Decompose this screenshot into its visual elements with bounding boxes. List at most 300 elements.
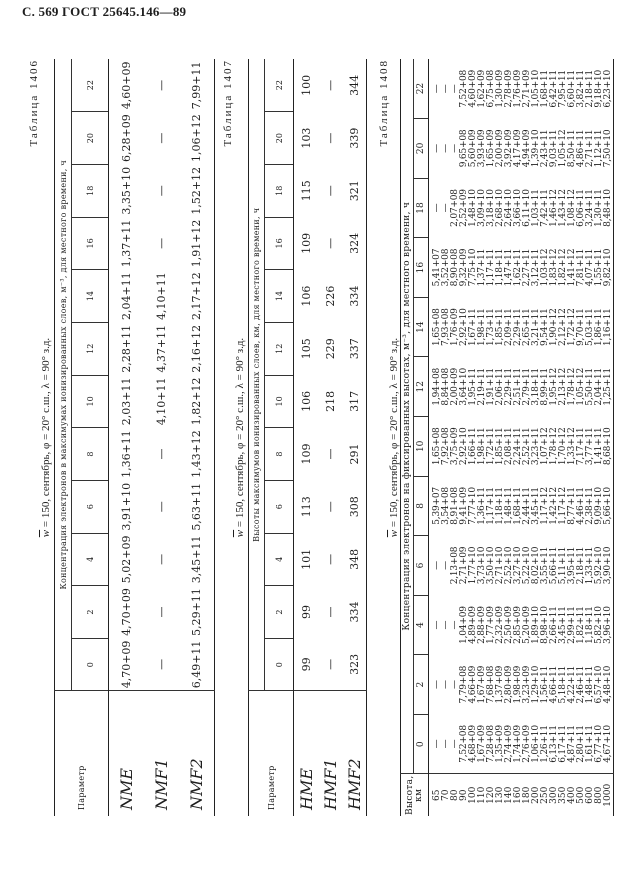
table-cell: 2,74+09 (504, 725, 514, 763)
table-cell: 4,67+10 (603, 725, 613, 763)
table-cell: 1,72+12 (567, 308, 577, 346)
table-cell: 1,03+11 (531, 189, 541, 227)
table-cell: 3,45+11 (558, 606, 568, 644)
title-text: = 150, сентябрь, φ = 20° с.ш., λ = 90° з.д. (40, 337, 52, 530)
table-cell: 1,07+12 (540, 427, 550, 466)
table-cell: 3,23+11 (531, 427, 541, 466)
span-header: Концентрация электронов на фиксированных высотах, м⁻³, для местного времени, ч (401, 59, 414, 774)
table-header-row (55, 59, 72, 816)
table-cell: 6,23+10 (603, 70, 613, 108)
hour-header: 0 (414, 714, 429, 774)
table-cell: 323 (347, 653, 361, 675)
table-cell: 3,64+10 (459, 367, 469, 406)
table-cell: 2,50+09 (504, 606, 514, 644)
table-cell: 2,03+11 (120, 377, 133, 426)
table-cell: 4,60+09 (468, 70, 478, 108)
table-cell: 1,06+10 (531, 725, 541, 763)
table-cell: 1,65+08 (432, 427, 442, 466)
table-cell: 106 (299, 390, 313, 412)
table-cell: 6,57+10 (594, 665, 604, 704)
table-cell: 7,52+08 (459, 70, 469, 108)
table-cell: 3,93+09 (477, 129, 487, 168)
table-cell: 1,65+09 (486, 129, 496, 168)
table-cell: — (432, 739, 442, 749)
table-cell: 103 (299, 127, 313, 149)
table-row (109, 59, 145, 816)
table-cell: 4,10+11 (155, 272, 168, 320)
table-cell: 229 (323, 338, 337, 360)
table-cell: 8,98+10 (540, 606, 550, 644)
span-header: Концентрация электронов в максимумах ионизированных слоев, м⁻³, для местного времени, ч (55, 59, 72, 691)
table-cell: 5,11+11 (558, 546, 568, 585)
table-cell: 3,18+11 (531, 367, 541, 406)
table-cell: 1,82+11 (576, 606, 586, 644)
table-cell: 1,05+12 (576, 367, 586, 406)
table-cell: 3,54+08 (441, 487, 451, 525)
table-cell: 1,17+11 (486, 487, 496, 525)
table-cell: 2,08+11 (504, 427, 514, 466)
table-cell: 2,00+09 (450, 367, 460, 406)
table-cell: 8,99+11 (540, 367, 550, 406)
table-cell: 1,39+10 (531, 129, 541, 168)
table-cell: 1,18+11 (585, 606, 595, 644)
table-cell: 7,79+08 (459, 665, 469, 704)
row-height: 1000 (604, 774, 614, 816)
hour-header: 2 (72, 586, 109, 639)
table-cell: 7,17+11 (576, 427, 586, 466)
table-cell: 2,88+09 (477, 606, 487, 644)
table-cell: 4,60+09 (120, 61, 133, 110)
table-cell: 1,68+11 (540, 70, 550, 108)
table-cell: 5,66+11 (549, 546, 559, 585)
table-cell: 1,74+09 (513, 725, 523, 763)
table-cell: 2,52+09 (459, 189, 469, 227)
hour-header: 20 (414, 119, 429, 179)
table-cell: 2,85+09 (513, 606, 523, 644)
hour-header: 16 (265, 217, 294, 270)
table-cell: — (441, 203, 451, 213)
table-cell: 1,66+11 (468, 427, 478, 466)
table-cell: 1,68+11 (513, 487, 523, 525)
row-height: 130 (496, 774, 505, 816)
hour-header: 10 (72, 375, 109, 428)
title-text: = 150, сентябрь, φ = 20° с.ш., λ = 90° з.д. (388, 337, 400, 530)
table-cell: — (432, 144, 442, 153)
hour-header: 8 (265, 428, 294, 481)
table-cell: 3,96+10 (603, 606, 613, 644)
table-cell: 2,92+10 (459, 427, 469, 466)
table-cell: 9,09+10 (594, 487, 604, 525)
table-cell: 7,81+11 (576, 248, 586, 287)
table-cell: 2,79+11 (522, 367, 532, 406)
table-cell: 2,51+11 (513, 367, 523, 406)
hour-header: 16 (72, 217, 109, 270)
param-header: Параметр (249, 691, 294, 816)
table-cell: 7,77+10 (468, 487, 478, 525)
table-cell: 1,17+12 (540, 487, 550, 525)
table-cell: 1,17+11 (486, 248, 496, 287)
table-cell: 1,41+12 (567, 248, 577, 287)
table-cell: 3,09+10 (477, 189, 487, 227)
table-cell: 105 (299, 338, 313, 360)
table-cell: — (323, 79, 337, 91)
table-cell: 4,22+11 (567, 665, 577, 704)
row-height: 250 (541, 774, 550, 816)
table-cell: 8,84+08 (441, 367, 451, 406)
table-cell: 1,35+09 (495, 725, 505, 763)
table-cell: 5,03+11 (585, 308, 595, 346)
table-cell: 2,04+11 (120, 272, 133, 320)
table-cell: 7,50+10 (603, 129, 613, 168)
table-cell: 9,32+09 (459, 248, 469, 287)
row-param: HMF2 (342, 691, 367, 816)
table-cell: 7,28+08 (486, 725, 496, 763)
table-cell: 1,42+12 (549, 487, 559, 525)
table-cell: 109 (299, 232, 313, 254)
table-row (144, 59, 179, 816)
table-cell: 1,82+12 (558, 248, 568, 287)
table-cell: 2,43+11 (540, 129, 550, 168)
table-cell: 6,17+11 (558, 725, 568, 763)
table-cell: — (155, 237, 168, 249)
table-cell: 1,91+11 (486, 367, 496, 406)
row-height: 80 (451, 774, 460, 816)
table-cell: 5,60+09 (468, 129, 478, 168)
table-cell: 5,82+10 (594, 606, 604, 644)
hour-header: 18 (265, 164, 294, 217)
table-cell: 3,35+10 (120, 166, 133, 215)
table-cell: 218 (323, 390, 337, 412)
table-cell: 9,65+08 (459, 129, 469, 168)
table-cell: 5,41+07 (432, 248, 442, 287)
table-cell: 2,16+12 (190, 324, 203, 373)
hour-header: 16 (414, 238, 429, 298)
table-cell: 1,33+11 (585, 546, 595, 585)
table-cell: 1,29+10 (531, 665, 541, 704)
table-cell: 1,85+11 (495, 427, 505, 466)
table-cell: 8,68+10 (603, 427, 613, 466)
row-height: 160 (514, 774, 523, 816)
row-param: NMF1 (144, 691, 179, 816)
table-cell: 6,13+11 (549, 725, 559, 763)
table-cell: — (323, 501, 337, 513)
table-cell: 1,98+09 (513, 665, 523, 704)
table-cell: 2,66+11 (549, 606, 559, 644)
table-cell: 1,76+09 (450, 308, 460, 346)
table-cell: 6,42+11 (549, 70, 559, 108)
table-cell: 2,71+10 (495, 546, 505, 585)
table-cell: 1,62+09 (477, 70, 487, 108)
table-cell: 106 (299, 285, 313, 307)
table-cell: — (323, 658, 337, 670)
table-cell: 1,67+09 (477, 665, 487, 704)
hour-header: 22 (265, 59, 294, 112)
hour-header: 10 (414, 417, 429, 477)
table-cell: 9,70+11 (576, 308, 586, 346)
table-cell: 8,48+10 (603, 189, 613, 227)
table-cell: 321 (347, 180, 361, 202)
table-cell: 99 (299, 605, 313, 620)
table-cell: 1,77+10 (468, 546, 478, 585)
table-cell: 1,95+12 (549, 367, 559, 406)
table-cell: 2,29+11 (513, 308, 523, 346)
table-cell: 1,43+12 (558, 189, 568, 227)
table-cell: 8,90+08 (450, 248, 460, 287)
table-cell: 1,91+12 (190, 219, 203, 268)
table-cell: 7,68+08 (486, 665, 496, 704)
table-cell: 100 (299, 74, 313, 96)
table-cell: — (450, 739, 460, 749)
table-cell: 1,12+11 (594, 129, 604, 168)
table-cell: 1,95+11 (468, 367, 478, 406)
table-cell: — (432, 84, 442, 94)
hour-header: 22 (72, 59, 109, 112)
table-cell: 1,05+12 (558, 129, 568, 168)
table-cell: — (432, 620, 442, 630)
table-cell: 5,63+11 (190, 482, 203, 531)
table-cell: — (441, 561, 451, 570)
title-w: $\overline{w}$ (388, 529, 400, 538)
title-w: $\overline{w}$ (40, 529, 52, 538)
table-cell: 1,37+11 (120, 219, 133, 268)
table-cell: 7,99+11 (190, 61, 203, 110)
table-cell: 2,29+11 (504, 367, 514, 406)
row-height: 65 (429, 774, 443, 816)
table-cell: 6,11+10 (522, 189, 532, 227)
table-header-row (249, 59, 265, 816)
table-cell: 2,71+09 (459, 546, 469, 585)
table-cell: 3,21+11 (531, 308, 541, 346)
row-height: 110 (478, 774, 487, 816)
hour-header: 12 (414, 357, 429, 417)
table-cell: 5,22+10 (522, 546, 532, 585)
table-cell: 1,55+11 (594, 248, 604, 287)
table-cell: 2,17+12 (190, 272, 203, 320)
table-cell: 324 (347, 232, 361, 254)
table-cell: 3,73+10 (477, 546, 487, 585)
table-cell: 8,50+11 (567, 129, 577, 168)
table-cell: 308 (347, 496, 361, 518)
hour-header: 4 (72, 533, 109, 586)
table-cell: 339 (347, 127, 361, 149)
table-cell: 3,91+10 (120, 482, 133, 531)
table-1407-block (222, 59, 377, 816)
table-cell: 8,91+08 (450, 487, 460, 525)
table-cell: 2,27+11 (522, 248, 532, 287)
table-cell: — (155, 185, 168, 197)
hour-header: 0 (72, 638, 109, 691)
table-cell: 5,50+11 (585, 367, 595, 406)
hour-header: 12 (72, 322, 109, 375)
table-cell: — (323, 553, 337, 565)
table-cell: 3,45+11 (190, 535, 203, 584)
table-cell: 2,09+11 (504, 308, 514, 346)
hour-header: 4 (414, 595, 429, 655)
hour-header: 4 (265, 533, 294, 586)
table-cell: 5,18+11 (558, 665, 568, 704)
table-cell: — (155, 658, 168, 670)
table-cell: 6,60+11 (567, 70, 577, 108)
table-cell: — (155, 501, 168, 513)
table-row (179, 59, 215, 816)
table-cell: — (450, 144, 460, 153)
table-cell: — (155, 132, 168, 144)
table-cell: 317 (347, 390, 361, 412)
row-height: 200 (532, 774, 541, 816)
table-cell: 5,66+10 (603, 487, 613, 525)
table-cell: 1,43+12 (190, 430, 203, 478)
table-cell: 6,28+09 (120, 114, 133, 162)
param-header: Высота, км (401, 774, 429, 816)
table-cell: — (450, 620, 460, 630)
table-cell: 2,13+08 (450, 546, 460, 585)
table-cell: 1,30+11 (594, 189, 604, 227)
table-cell: 1,17+12 (558, 487, 568, 525)
table-cell: 2,65+11 (522, 308, 532, 346)
table-cell: 115 (299, 180, 313, 202)
table-cell: 1,72+11 (486, 427, 496, 466)
table-cell: 3,82+11 (576, 70, 586, 108)
table-cell: 4,48+10 (603, 665, 613, 704)
table-cell: 1,25+11 (603, 367, 613, 406)
table-cell: — (432, 680, 442, 690)
row-height: 70 (442, 774, 451, 816)
table-cell: 3,75+09 (450, 427, 460, 466)
table-cell: 2,71+09 (522, 70, 532, 108)
table-cell: 3,12+11 (531, 248, 541, 287)
hour-header: 2 (265, 586, 294, 639)
table-cell: 334 (347, 601, 361, 623)
table-cell: 101 (299, 548, 313, 570)
table-cell: 4,46+11 (576, 487, 586, 525)
table-cell: 2,80+09 (504, 665, 514, 704)
table-cell: 3,92+09 (504, 129, 514, 168)
table-cell: 2,92+10 (459, 308, 469, 346)
table-cell: 9,18+10 (594, 70, 604, 108)
hour-header: 2 (414, 655, 429, 715)
row-height: 350 (559, 774, 568, 816)
table-title (40, 59, 52, 816)
table-caption: Таблица 1408 (378, 59, 390, 147)
table-cell: 2,52+10 (504, 546, 514, 585)
table-cell: 2,00+09 (495, 129, 505, 168)
table-cell: — (432, 561, 442, 570)
table-cell: 2,78+09 (504, 70, 514, 108)
table-cell: 1,73+11 (486, 308, 496, 346)
table-cell: 4,10+11 (155, 377, 168, 426)
hour-header: 8 (414, 476, 429, 536)
table-cell: 2,28+11 (120, 324, 133, 373)
table-cell: 4,87+11 (567, 725, 577, 763)
table-1408-block (378, 59, 628, 816)
table-cell: — (441, 84, 451, 94)
table-cell: 1,06+12 (190, 114, 203, 162)
table-cell: 1,16+11 (603, 308, 613, 346)
hour-header: 20 (72, 112, 109, 165)
table-cell: 2,64+10 (504, 189, 514, 227)
row-height: 90 (460, 774, 469, 816)
table-cell: 7,42+11 (540, 189, 550, 227)
table-cell: 3,52+08 (441, 248, 451, 287)
table-cell: 3,50+10 (486, 546, 496, 585)
table-cell: 1,46+12 (549, 189, 559, 227)
table-cell: 1,98+11 (477, 427, 487, 466)
table-cell: 2,44+11 (522, 487, 532, 525)
table-cell: 291 (347, 443, 361, 465)
table-cell: 226 (323, 285, 337, 307)
table-cell: — (323, 606, 337, 618)
table-cell: 1,56+11 (540, 665, 550, 704)
table-cell: 2,68+10 (495, 189, 505, 227)
table-cell: 4,66+09 (468, 665, 478, 704)
table-cell: 7,92+08 (441, 427, 451, 466)
table-cell: — (155, 553, 168, 565)
table-cell: 9,82+10 (603, 248, 613, 287)
table-cell: 337 (347, 338, 361, 360)
table-cell: 3,24+11 (585, 189, 595, 227)
table-cell: 6,49+11 (190, 640, 203, 689)
table-cell: 8,02+10 (531, 546, 541, 585)
table-cell: 5,39+07 (432, 487, 442, 525)
table-row (604, 59, 614, 816)
table-cell: 2,24+11 (513, 427, 523, 466)
table-cell: 2,19+11 (477, 367, 487, 406)
page-header: С. 569 ГОСТ 25645.146—89 (22, 4, 187, 19)
table-cell: 2,71+11 (585, 129, 595, 168)
table-cell: 2,07+08 (450, 189, 460, 227)
table-cell: 348 (347, 548, 361, 570)
table-1406-block (28, 59, 218, 816)
table-1406 (54, 59, 215, 816)
table-cell: 3,27+10 (513, 546, 523, 585)
table-cell: 9,54+11 (540, 308, 550, 346)
table-cell: 1,90+12 (549, 308, 559, 346)
table-cell: 2,12+12 (558, 308, 568, 346)
table-cell: 1,83+12 (549, 248, 559, 287)
table-cell: 2,18+11 (585, 70, 595, 108)
row-height: 100 (469, 774, 478, 816)
table-title (388, 59, 400, 816)
table-cell: 1,65+08 (432, 308, 442, 346)
table-cell: 2,04+11 (594, 367, 604, 406)
table-cell: 2,76+09 (522, 725, 532, 763)
hour-header: 18 (72, 164, 109, 217)
row-height: 500 (577, 774, 586, 816)
hour-header: 6 (265, 480, 294, 533)
hour-header: 22 (414, 59, 429, 119)
table-cell: 1,03+12 (540, 248, 550, 287)
hour-header: 14 (414, 297, 429, 357)
table-cell: — (323, 237, 337, 249)
table-cell: 4,86+11 (576, 129, 586, 168)
table-cell: 1,36+11 (120, 430, 133, 478)
hour-header: 18 (414, 178, 429, 238)
table-cell: 1,78+12 (549, 427, 559, 466)
table-cell: — (441, 144, 451, 153)
table-cell: 3,66+10 (513, 189, 523, 227)
table-cell: 5,02+09 (120, 535, 133, 584)
table-cell: 3,55+11 (540, 546, 550, 585)
table-cell: 344 (347, 74, 361, 96)
table-cell: 1,26+11 (540, 725, 550, 763)
table-cell: 1,76+09 (513, 70, 523, 108)
table-cell: 2,18+11 (576, 546, 586, 585)
row-param: HMF1 (318, 691, 342, 816)
table-cell: 1,48+11 (585, 665, 595, 704)
table-cell: 1,30+09 (495, 70, 505, 108)
table-1407 (248, 59, 367, 816)
table-cell: 334 (347, 285, 361, 307)
